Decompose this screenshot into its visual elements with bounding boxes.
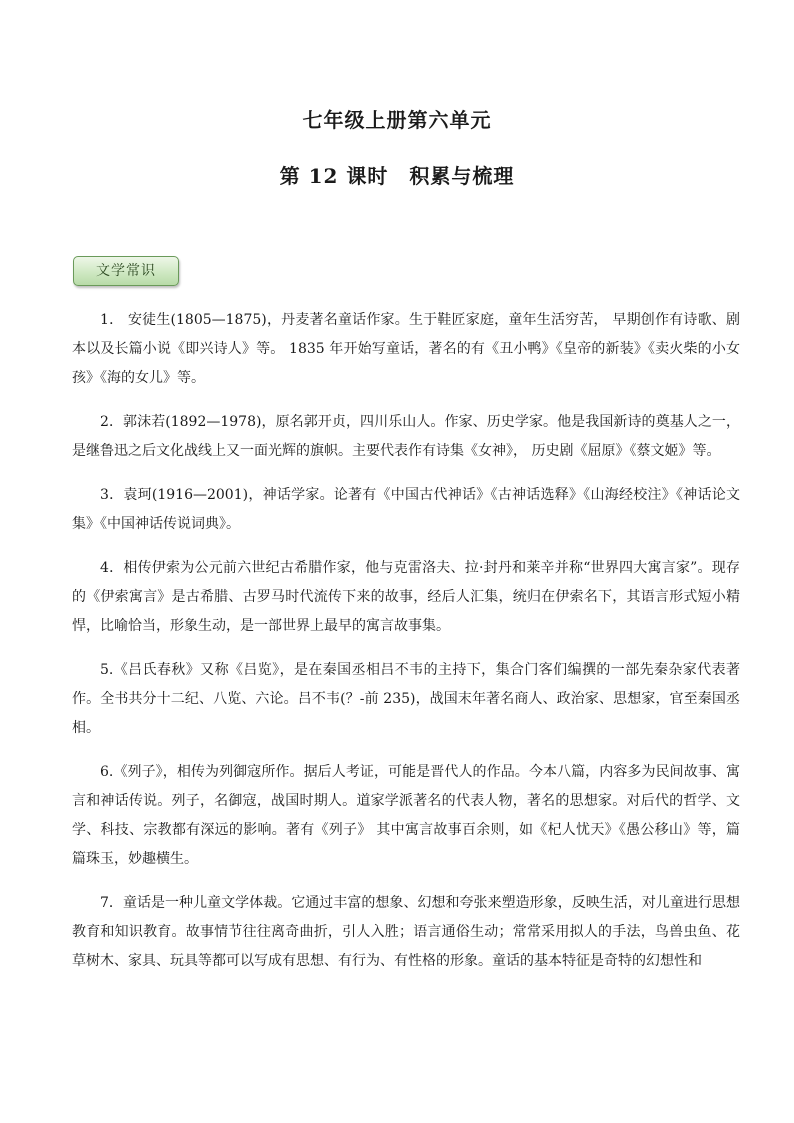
paragraph-fairy-tale: 7．童话是一种儿童文学体裁。它通过丰富的想象、幻想和夸张来塑造形象，反映生活，对儿童进行思想教育和知识教育。故事情节往往离奇曲折，引人入胜；语言通俗生动；常常采用拟人的手法，鸟兽虫鱼、花草树木、家具、玩具等都可以写成有思想、有行为、有性格的形象。童话的基本特征是奇特的幻想性和 (72, 895, 740, 969)
lesson-subtitle: 第 12 课时 积累与梳理 (279, 164, 515, 188)
paragraph-yuan-ke: 3．袁珂(1916—2001)，神话学家。论著有《中国古代神话》《古神话选释》《山海经校注》《神话论文集》《中国神话传说词典》。 (72, 487, 740, 532)
section-label-literary-knowledge: 文学常识 (73, 256, 179, 286)
paragraph-list (72, 306, 740, 991)
paragraph-lushi-chunqiu: 5.《吕氏春秋》又称《吕览》，是在秦国丞相吕不韦的主持下，集合门客们编撰的一部先秦杂家代表著作。全书共分十二纪、八览、六论。吕不韦(？-前 235)，战国末年著名商人、政治家、思想家，官至秦国丞相。 (72, 662, 740, 736)
paragraph-guo-moruo: 2．郭沫若(1892—1978)，原名郭开贞，四川乐山人。作家、历史学家。他是我国新诗的奠基人之一，是继鲁迅之后文化战线上又一面光辉的旗帜。主要代表作有诗集《女神》， 历史剧《屈原》《蔡文姬》等。 (72, 414, 740, 459)
paragraph-andersen: 1． 安徒生(1805—1875)，丹麦著名童话作家。生于鞋匠家庭，童年生活穷苦， 早期创作有诗歌、剧本以及长篇小说《即兴诗人》等。 1835 年开始写童话，著名的有《丑小鸭》《皇帝的新装》《卖火柴的小女孩》《海的女儿》等。 (72, 312, 740, 386)
paragraph-aesop: 4．相传伊索为公元前六世纪古希腊作家，他与克雷洛夫、拉·封丹和莱辛并称“世界四大寓言家”。现存的《伊索寓言》是古希腊、古罗马时代流传下来的故事，经后人汇集，统归在伊索名下，其语言形式短小精悍，比喻恰当，形象生动，是一部世界上最早的寓言故事集。 (72, 560, 740, 634)
page-title: 七年级上册第六单元 (302, 108, 492, 132)
paragraph-liezi: 6.《列子》，相传为列御寇所作。据后人考证，可能是晋代人的作品。今本八篇，内容多为民间故事、寓言和神话传说。列子，名御寇，战国时期人。道家学派著名的代表人物，著名的思想家。对后代的哲学、文学、科技、宗教都有深远的影响。著有《列子》 其中寓言故事百余则，如《杞人忧天》《愚公移山》等，篇篇珠玉，妙趣横生。 (72, 764, 740, 867)
